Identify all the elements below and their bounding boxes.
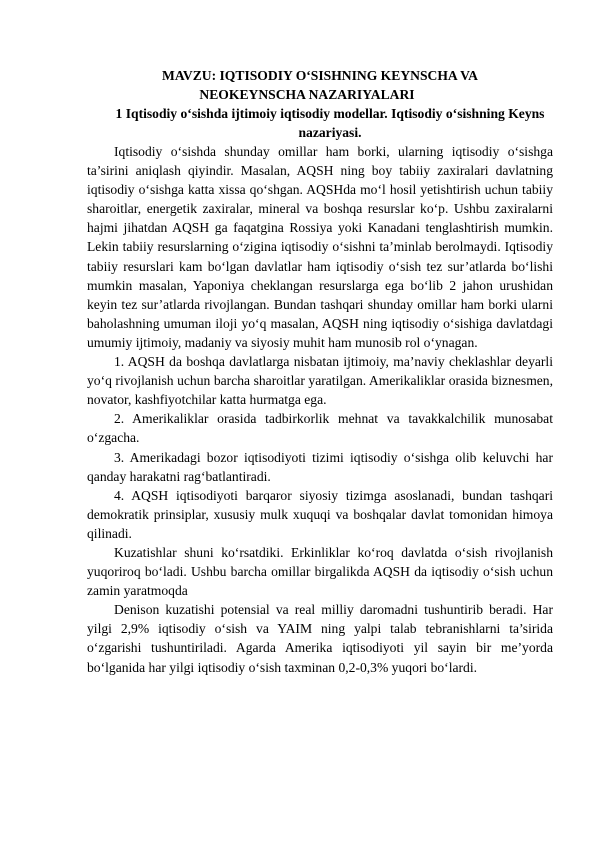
paragraph-denison: Denison kuzatishi potensial va real milliy daromadni tushuntirib beradi. Har yilgi 2,9% iqtisodiy o‘sish va YAIM ning yalpi talab tebranishlarni ta’sirida o‘zgarishi tushuntiriladi. Agarda Amerika iqtisodiyoti yil sayin bir me’yorda bo‘lganida har yilgi iqtisodiy o‘sish taxminan 0,2-0,3% yuqori bo‘lardi. <box>87 602 553 675</box>
title-line-1: MAVZU: IQTISODIY O‘SISHNING KEYNSCHA VA <box>162 68 478 83</box>
title-line-2: NEOKEYNSCHA NAZARIYALARI <box>199 87 415 102</box>
paragraph-point-2: 2. Amerikaliklar orasida tadbirkorlik mehnat va tavakkalchilik munosabat o‘zgacha. <box>87 411 553 446</box>
paragraph-point-3: 3. Amerikadagi bozor iqtisodiyoti tizimi iqtisodiy o‘sishga olib keluvchi har qanday harakatni rag‘batlantiradi. <box>87 449 553 484</box>
paragraph-observations: Kuzatishlar shuni ko‘rsatdiki. Erkinliklar ko‘roq davlatda o‘sish rivojlanish yuqoriroq bo‘ladi. Ushbu barcha omillar birgalikda AQSH da iqtisodiy o‘sish uchun zamin yaratmoqda <box>87 544 553 599</box>
document-title <box>87 66 553 104</box>
document-page <box>87 66 553 677</box>
paragraph-point-1: 1. AQSH da boshqa davlatlarga nisbatan ijtimoiy, ma’naviy cheklashlar deyarli yo‘q rivojlanish uchun barcha sharoitlar yaratilgan. Amerikaliklar orasida biznesmen, novator, kashfiyotchilar katta hurmatga ega. <box>87 354 553 408</box>
section-subtitle: 1 Iqtisodiy o‘sishda ijtimoiy iqtisodiy modellar. Iqtisodiy o‘sishning Keyns nazariyasi. <box>115 106 545 140</box>
paragraph-point-4: 4. AQSH iqtisodiyoti barqaror siyosiy tizimga asoslanadi, bundan tashqari demokratik prinsiplar, xususiy mulk xuquqi va boshqalar davlat tomonidan himoya qilinadi. <box>87 487 553 541</box>
paragraph-intro: Iqtisodiy o‘sishda shunday omillar ham borki, ularning iqtisodiy o‘sishga ta’sirini aniqlash qiyindir. Masalan, AQSH ning boy tabiiy zaxiralari davlatning iqtisodiy o‘sishga katta xissa qo‘shgan. AQSHda mo‘l hosil yetishtirish uchun tabiiy sharoitlar, energetik zaxiralar, mineral va boshqa resurslar ko‘p. Ushbu zaxiralarni hajmi jihatdan AQSH ga faqatgina Rossiya yoki Kanadani tenglashtirish mumkin. Lekin tabiiy resurslarning o‘zigina iqtisodiy o‘sishni ta’minlab berolmaydi. Iqtisodiy tabiiy resurslari kam bo‘lgan davlatlar ham iqtisodiy o‘sish tez sur’atlarda bo‘lishi mumkin masalan, Yaponiya cheklangan resurslarga ega bo‘lib 2 jahon urushidan keyin tez sur’atlarda rivojlangan. Bundan tashqari shunday omillar ham borki ularni baholashning umuman iloji yo‘q masalan, AQSH ning iqtisodiy o‘sishiga davlatdagi umumiy ijtimoiy, madaniy va siyosiy muhit ham munosib rol o‘ynagan. <box>87 144 553 350</box>
